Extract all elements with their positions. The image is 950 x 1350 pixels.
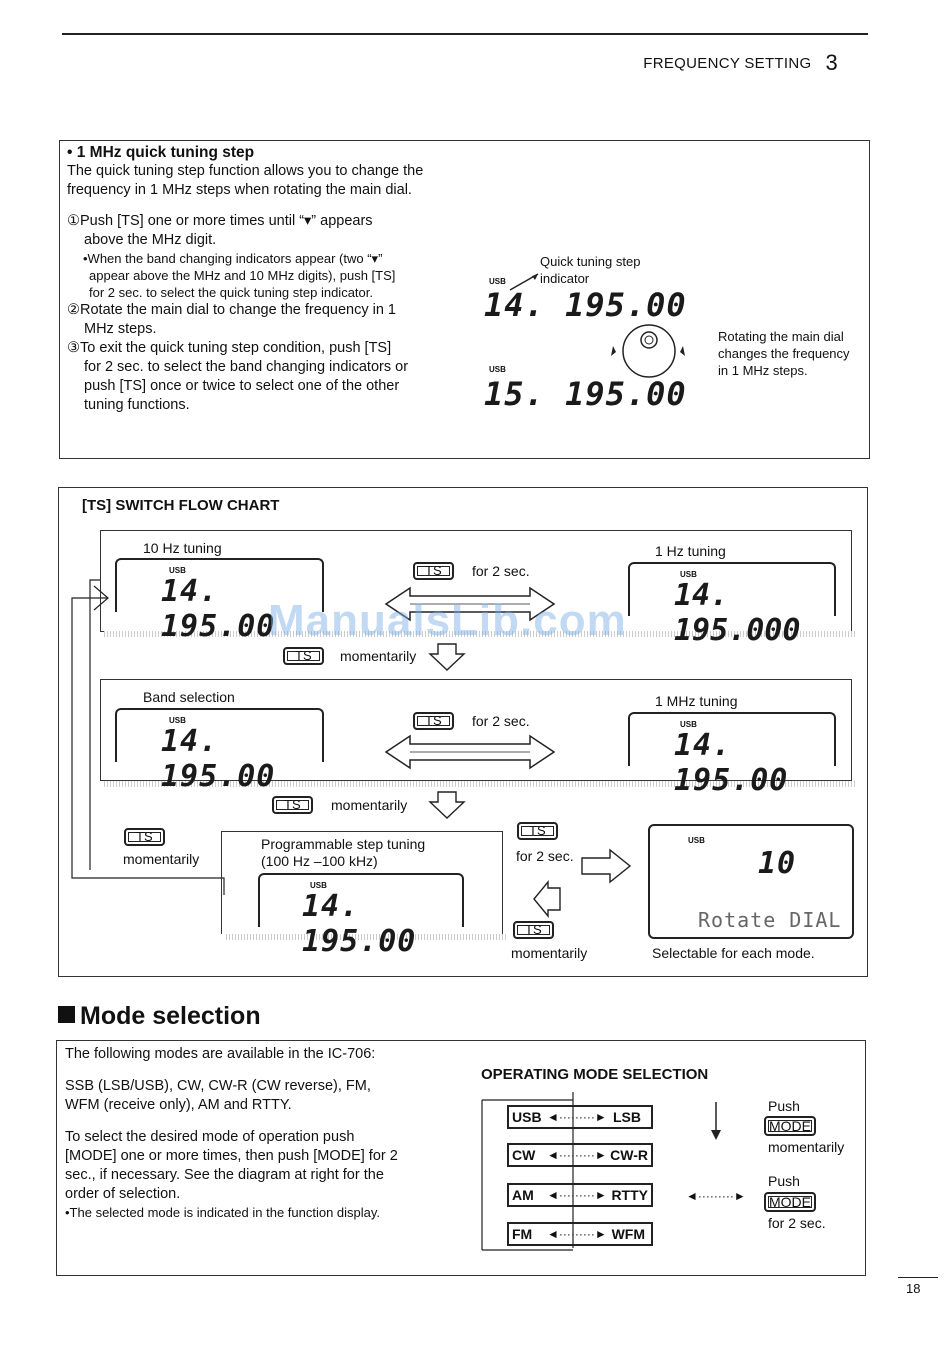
momentarily-label: momentarily xyxy=(511,945,588,961)
display-band: 14. 195.00 xyxy=(161,724,276,794)
quick-step-title: • 1 MHz quick tuning step xyxy=(67,144,255,161)
quick-step-text xyxy=(67,143,447,415)
display-2: 15. 195.00 xyxy=(484,375,687,413)
for-2-sec-label: for 2 sec. xyxy=(472,713,530,729)
usb-tag: USB xyxy=(688,836,705,845)
main-dial-icon xyxy=(605,318,693,386)
mode-heading-text: Mode selection xyxy=(80,1002,261,1030)
lcd-prog xyxy=(258,873,464,959)
mode-select-2: [MODE] one or more times, then push [MODE] for 2 xyxy=(65,1148,398,1164)
page-header xyxy=(643,50,838,76)
usb-tag: USB xyxy=(310,881,327,890)
step-1-cont: above the MHz digit. xyxy=(84,232,217,248)
section-title: FREQUENCY SETTING xyxy=(643,55,812,72)
ts-button[interactable] xyxy=(272,796,313,814)
mode-pair: USB ◄·········► LSB xyxy=(507,1105,653,1129)
indicator-label-2: indicator xyxy=(540,271,590,286)
ts-button[interactable] xyxy=(283,647,324,665)
for-2-sec-label: for 2 sec. xyxy=(472,563,530,579)
rotate-dial-text: Rotate DIAL xyxy=(698,908,842,932)
display-1: 14. 195.00 xyxy=(484,286,687,324)
for-2-sec-label: for 2 sec. xyxy=(768,1215,826,1231)
label-1mhz: 1 MHz tuning xyxy=(655,693,738,709)
dial-note-3: in 1 MHz steps. xyxy=(718,363,808,378)
label-band: Band selection xyxy=(143,689,235,705)
lcd-1mhz xyxy=(628,712,836,798)
mode-select-1: To select the desired mode of operation push xyxy=(65,1129,355,1145)
dial-note-2: changes the frequency xyxy=(718,346,850,361)
mode-list-1: SSB (LSB/USB), CW, CW-R (CW reverse), FM, xyxy=(65,1078,371,1094)
step-3-cont-3: tuning functions. xyxy=(84,397,190,413)
ts-button[interactable] xyxy=(413,712,454,730)
mode-button[interactable] xyxy=(764,1116,816,1136)
label-prog-1: Programmable step tuning xyxy=(261,836,426,852)
down-arrow-icon xyxy=(428,642,466,672)
mode-right: WFM xyxy=(611,1226,645,1242)
mode-right: RTTY xyxy=(611,1187,648,1203)
indicator-label-1: Quick tuning step xyxy=(540,254,641,269)
mode-select-4: order of selection. xyxy=(65,1186,181,1202)
mode-right: CW-R xyxy=(610,1147,648,1163)
mode-pair: FM ◄·········► WFM xyxy=(507,1222,653,1246)
ts-label: TS xyxy=(413,712,454,730)
momentarily-label: momentarily xyxy=(331,797,408,813)
mode-list-2: WFM (receive only), AM and RTTY. xyxy=(65,1097,292,1113)
right-arrow-icon xyxy=(580,848,632,884)
mode-pair: CW ◄·········► CW-R xyxy=(507,1143,653,1167)
usb-tag: USB xyxy=(169,716,186,725)
label-10hz: 10 Hz tuning xyxy=(143,540,222,556)
momentarily-label: momentarily xyxy=(768,1139,845,1155)
usb-tag-1: USB xyxy=(489,277,506,286)
step-1-note-2: appear above the MHz and 10 MHz digits), push [TS] xyxy=(89,268,396,283)
chapter-number: 3 xyxy=(825,50,838,75)
mode-left: AM xyxy=(512,1187,534,1203)
lcd-1hz xyxy=(628,562,836,648)
momentarily-label: momentarily xyxy=(340,648,417,664)
header-rule xyxy=(62,33,868,35)
step-1: ①Push [TS] one or more times until “▾” appears xyxy=(67,213,373,229)
display-1mhz: 14. 195.00 xyxy=(674,728,789,798)
step-2-cont: MHz steps. xyxy=(84,321,157,337)
mode-pair: AM ◄·········► RTTY xyxy=(507,1183,653,1207)
usb-tag: USB xyxy=(680,720,697,729)
mode-select-3: sec., if necessary. See the diagram at right for the xyxy=(65,1167,384,1183)
display-step: 10 xyxy=(758,846,797,881)
ts-label: TS xyxy=(283,647,324,665)
mode-button-label: MODE xyxy=(764,1116,816,1136)
ts-button[interactable] xyxy=(513,921,554,939)
selectable-note: Selectable for each mode. xyxy=(652,945,815,961)
mode-button-label: MODE xyxy=(764,1192,816,1212)
footer-rule xyxy=(898,1277,938,1278)
push-label: Push xyxy=(768,1098,800,1114)
ts-label: TS xyxy=(124,828,165,846)
momentarily-label: momentarily xyxy=(123,851,200,867)
mode-left: USB xyxy=(512,1109,542,1125)
push-label: Push xyxy=(768,1173,800,1189)
mode-intro: The following modes are available in the IC-706: xyxy=(65,1046,376,1062)
ts-button[interactable] xyxy=(124,828,165,846)
ts-label: TS xyxy=(272,796,313,814)
mode-note: •The selected mode is indicated in the function display. xyxy=(65,1205,381,1220)
display-1hz: 14. 195.000 xyxy=(674,578,801,648)
mode-button[interactable] xyxy=(764,1192,816,1212)
mode-text xyxy=(65,1045,445,1221)
usb-tag: USB xyxy=(680,570,697,579)
left-arrow-icon xyxy=(532,880,562,918)
ts-label: TS xyxy=(413,562,454,580)
ts-button[interactable] xyxy=(517,822,558,840)
usb-tag-2: USB xyxy=(489,365,506,374)
label-prog-2: (100 Hz –100 kHz) xyxy=(261,853,378,869)
step-2: ②Rotate the main dial to change the frequency in 1 xyxy=(67,302,396,318)
down-arrow-icon xyxy=(428,790,466,820)
step-1-note-1: •When the band changing indicators appear (two “▾” xyxy=(83,251,383,266)
mode-diagram-title: OPERATING MODE SELECTION xyxy=(481,1066,709,1083)
mode-left: CW xyxy=(512,1147,536,1163)
watermark: ManualsLib.com xyxy=(268,596,627,645)
display-10hz: 14. 195.00 xyxy=(161,574,276,644)
loop-back-line xyxy=(68,560,228,900)
solid-arrow-down-icon xyxy=(708,1100,724,1142)
dial-note xyxy=(718,328,850,379)
page-number: 18 xyxy=(906,1281,921,1296)
usb-tag: USB xyxy=(169,566,186,575)
mode-right: LSB xyxy=(613,1109,641,1125)
ts-label: TS xyxy=(517,822,558,840)
step-3-cont-1: for 2 sec. to select the band changing indicators or xyxy=(84,359,409,375)
quick-step-intro: The quick tuning step function allows you to change the frequency in 1 MHz steps when rotating the main dial. xyxy=(67,163,424,198)
step-3-cont-2: push [TS] once or twice to select one of the other xyxy=(84,378,400,394)
dotted-double-arrow-icon: ◄·········► xyxy=(686,1189,746,1203)
double-arrow-icon xyxy=(382,732,558,772)
label-1hz: 1 Hz tuning xyxy=(655,543,726,559)
display-prog: 14. 195.00 xyxy=(302,889,417,959)
flowchart-title: [TS] SWITCH FLOW CHART xyxy=(82,497,280,514)
lcd-step xyxy=(648,824,854,939)
ts-label: TS xyxy=(513,921,554,939)
step-3: ③To exit the quick tuning step condition, push [TS] xyxy=(67,340,392,356)
mode-heading xyxy=(58,1002,261,1031)
ts-button[interactable] xyxy=(413,562,454,580)
bullet-square-icon xyxy=(58,1006,75,1023)
for-2-sec-label: for 2 sec. xyxy=(516,848,574,864)
dial-note-1: Rotating the main dial xyxy=(718,329,844,344)
step-1-note-3: for 2 sec. to select the quick tuning step indicator. xyxy=(89,285,373,300)
mode-left: FM xyxy=(512,1226,533,1242)
